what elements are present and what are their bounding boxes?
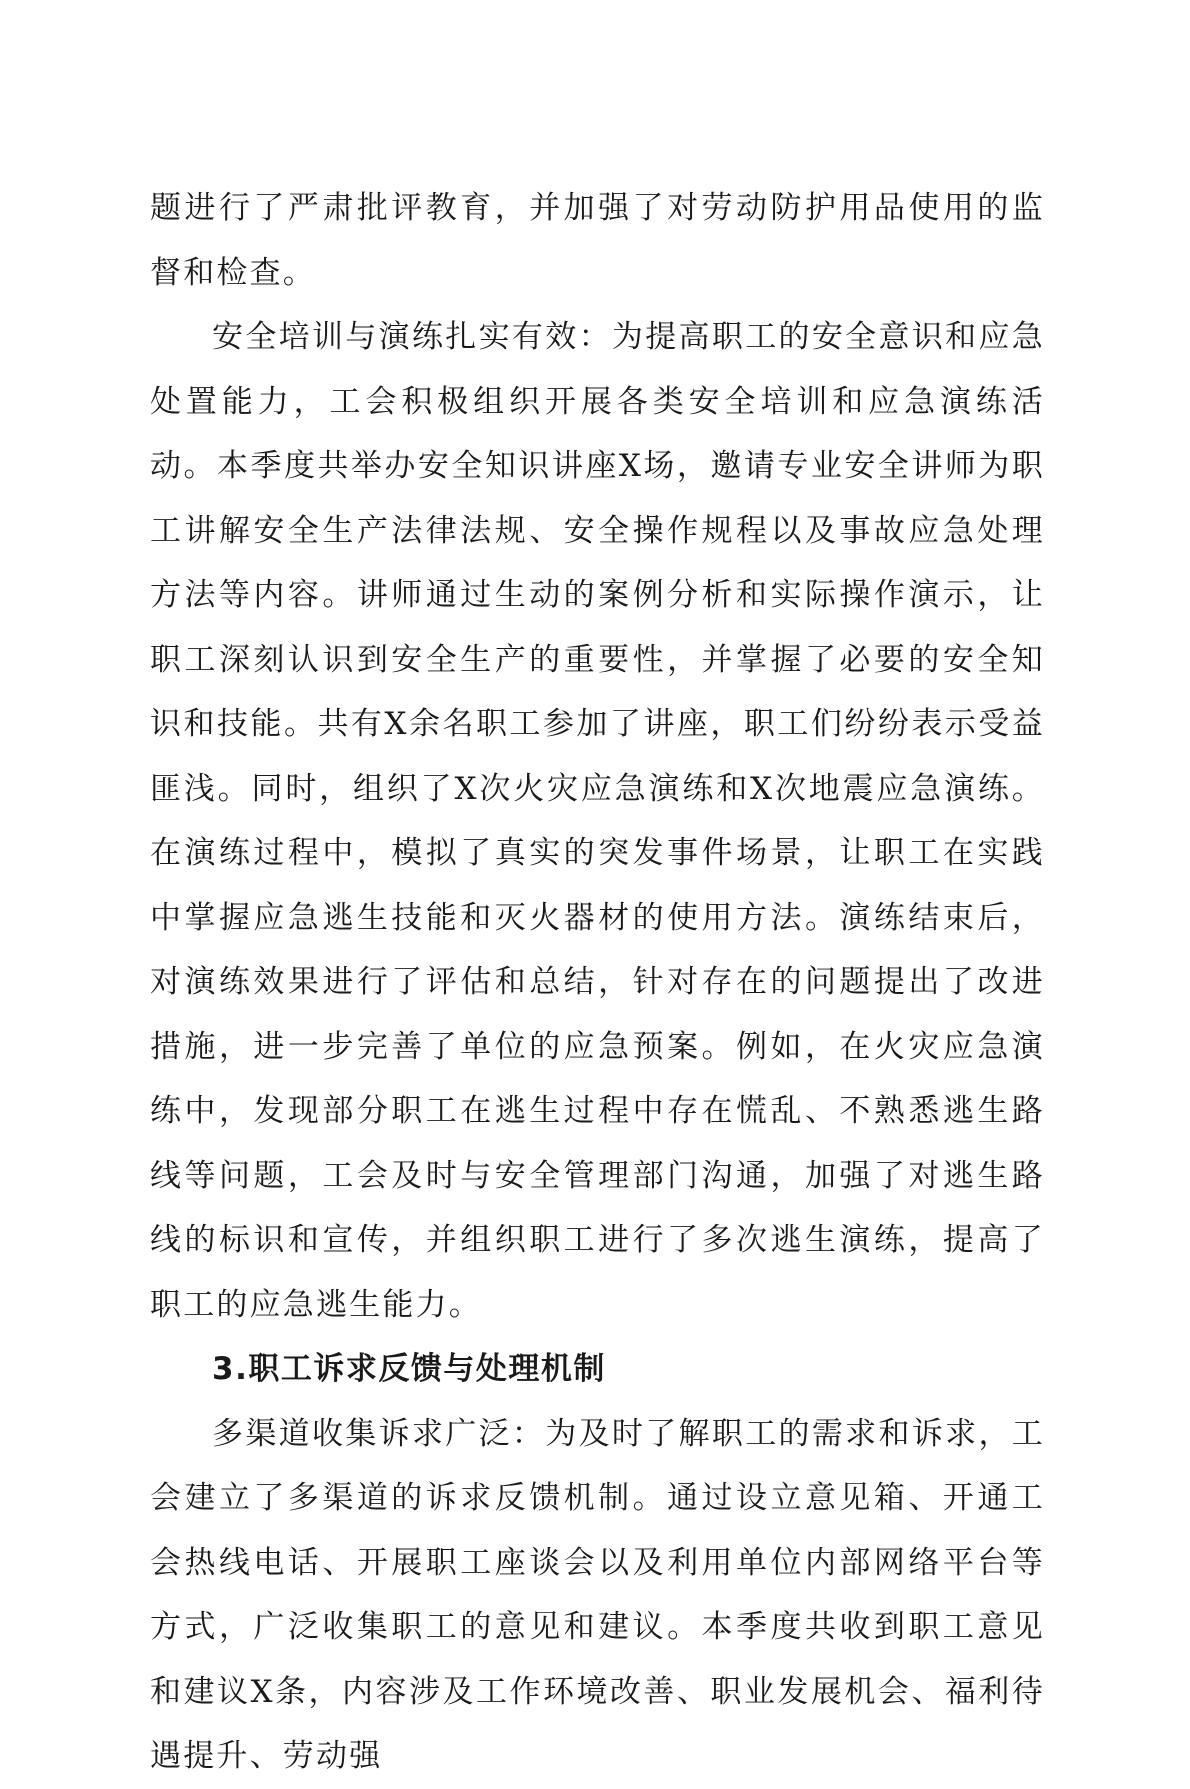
document-body xyxy=(150,176,1045,1789)
paragraph-continuation: 题进行了严肃批评教育，并加强了对劳动防护用品使用的监督和检查。 xyxy=(150,190,1045,291)
section-heading: 3.职工诉求反馈与处理机制 xyxy=(212,1351,606,1387)
paragraph-feedback-channels: 多渠道收集诉求广泛：为及时了解职工的需求和诉求，工会建立了多渠道的诉求反馈机制。通过设立意见箱、开通工会热线电话、开展职工座谈会以及利用单位内部网络平台等方式，广泛收集职工的意见和建议。本季度共收到职工意见和建议X条，内容涉及工作环境改善、职业发展机会、福利待遇提升、劳动强 xyxy=(150,1415,1045,1774)
paragraph-safety-training: 安全培训与演练扎实有效：为提高职工的安全意识和应急处置能力，工会积极组织开展各类安全培训和应急演练活动。本季度共举办安全知识讲座X场，邀请专业安全讲师为职工讲解安全生产法律法规、安全操作规程以及事故应急处理方法等内容。讲师通过生动的案例分析和实际操作演示，让职工深刻认识到安全生产的重要性，并掌握了必要的安全知识和技能。共有X余名职工参加了讲座，职工们纷纷表示受益匪浅。同时，组织了X次火灾应急演练和X次地震应急演练。在演练过程中，模拟了真实的突发事件场景，让职工在实践中掌握应急逃生技能和灭火器材的使用方法。演练结束后，对演练效果进行了评估和总结，针对存在的问题提出了改进措施，进一步完善了单位的应急预案。例如，在火灾应急演练中，发现部分职工在逃生过程中存在慌乱、不熟悉逃生路线等问题，工会及时与安全管理部门沟通，加强了对逃生路线的标识和宣传，并组织职工进行了多次逃生演练，提高了职工的应急逃生能力。 xyxy=(150,319,1045,1323)
